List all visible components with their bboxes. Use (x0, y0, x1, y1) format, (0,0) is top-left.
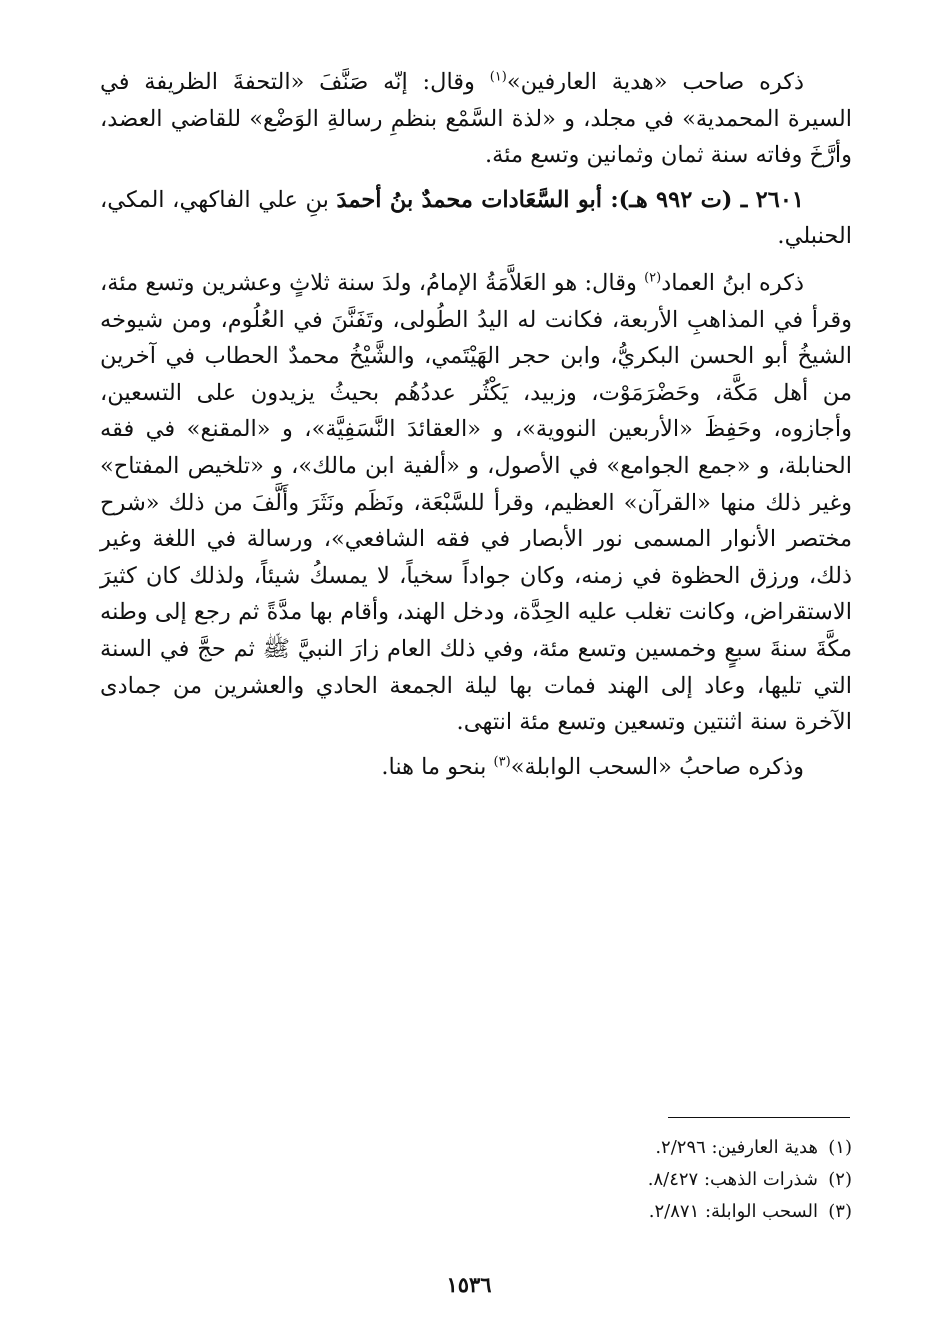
footnote-ref-1: (١) (489, 69, 507, 85)
paragraph-1 (100, 64, 852, 174)
footnote-3-text: السحب الوابلة: ٢/٨٧١. (648, 1201, 818, 1222)
footnote-ref-2: (٢) (644, 270, 662, 286)
page-number: ١٥٣٦ (446, 1272, 492, 1297)
footnote-2-number: (٢) (828, 1169, 852, 1190)
footnote-2-text: شذرات الذهب: ٨/٤٢٧. (647, 1169, 818, 1190)
footnote-1-text: هدية العارفين: ٢/٢٩٦. (655, 1137, 818, 1158)
paragraph-2 (100, 265, 852, 741)
footnote-2 (400, 1164, 852, 1196)
paragraph-3-text-a: وذكره صاحبُ «السحب الوابلة» (510, 753, 804, 780)
entry-heading-paragraph (100, 182, 852, 255)
footnotes (400, 1132, 852, 1228)
paragraph-1-text-b: وقال: إنّه صَنَّفَ «التحفةَ الظريفة في السيرة المحمدية» في مجلد، و «لذة السَّمْع بنظمِ رسالةِ الوَضْع» للقاضي العضد، وأرَّخَ وفاته سنة ثمان وثمانين وتسع مئة. (100, 69, 852, 169)
paragraph-3-text-b: بنحو ما هنا. (381, 753, 494, 780)
paragraph-2-text-b: وقال: هو العَلاَّمَةُ الإمامُ، ولدَ سنة ثلاثٍ وعشرين وتسع مئة، وقرأ في المذاهبِ الأربعة، فكانت له اليدُ الطُولى، وتَفَنَّنَ في العُلُوم، ومن شيوخه الشيخُ أبو الحسن البكريُّ، وابن حجر الهَيْتَمي، والشَّيْخُ محمدٌ الحطاب في آخرين من أهل مَكَّة، وحَضْرَمَوْت، وزبيد، يَكْثُر عددُهُم بحيثُ يزيدون على التسعين، وأجازوه، وحَفِظَ «الأربعين النووية»، و «العقائدَ النَّسَفِيَّة»، و «المقنع» في فقه الحنابلة، و «جمع الجوامع» في الأصول، و «ألفية ابن مالك»، و «تلخيص المفتاح» وغير ذلك منها «القرآن» العظيم، وقرأ للسَّبْعَة، ونَظَم ونَثَرَ وأَلَّفَ من ذلك «شرح مختصر الأنوار المسمى نور الأبصار في فقه الشافعي»، ورسالة في اللغة وغير ذلك، ورزق الحظوة في زمنه، وكان جواداً سخياً، لا يمسكُ شيئاً، ولذلك كان كثيرَ الاستقراض، وكانت تغلب عليه الحِدَّة، ودخل الهند، وأقام بها مدَّةً ثم رجع إلى وطنه مكَّةَ سنةَ سبعٍ وخمسين وتسع مئة، وفي ذلك العام زارَ النبيَّ ﷺ ثم حجَّ في السنة التي تليها، وعاد إلى الهند فمات بها ليلة الجمعة الحادي والعشرين من جمادى الآخرة سنة اثنتين وتسعين وتسع مئة انتهى. (100, 269, 852, 736)
entry-heading-rest: بنِ علي الفاكهي، المكي، الحنبلي. (100, 186, 852, 250)
paragraph-2-text-a: ذكره ابنُ العماد (661, 269, 804, 296)
paragraph-3 (100, 749, 852, 786)
footnote-ref-3: (٣) (493, 754, 511, 770)
footnote-separator (668, 1117, 850, 1118)
entry-heading: ٢٦٠١ ـ (ت ٩٩٢ هـ): أبو السَّعَادات محمدٌ بنُ أحمدَ (336, 186, 805, 213)
footnote-3 (400, 1196, 852, 1228)
footnote-1-number: (١) (828, 1137, 852, 1158)
footnote-3-number: (٣) (828, 1201, 852, 1222)
main-text (100, 64, 852, 785)
footnote-1 (400, 1132, 852, 1164)
paragraph-1-text-a: ذكره صاحب «هدية العارفين» (506, 69, 805, 95)
